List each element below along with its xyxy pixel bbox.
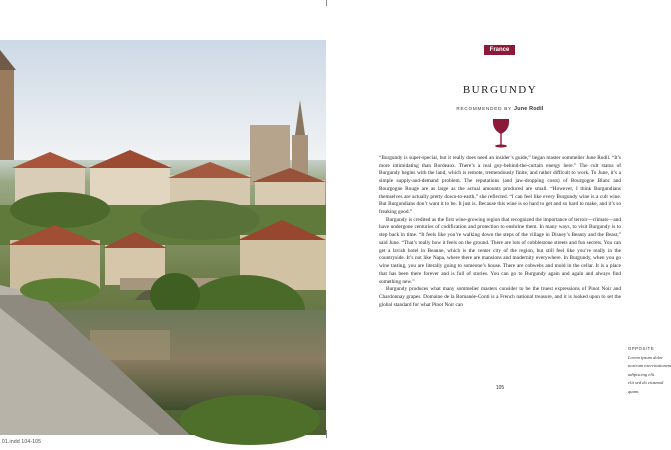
page-number: 105: [495, 385, 505, 391]
recommended-by-line: [340, 106, 660, 112]
caption-line: elit sed do eiusmod: [628, 380, 664, 386]
caption-line: nostrum exercitationem: [628, 363, 671, 369]
fold-mark-bottom: [326, 430, 327, 438]
village-photo: [0, 40, 326, 435]
village-illustration: [0, 40, 326, 435]
caption-heading: OPPOSITE: [628, 346, 655, 351]
paragraph-1: “Burgundy is super-special, but it really does need an insider’s guide,” began master sommelier June Rodil. “It’s more intimidating than Bordeaux. There’s a real guy-behind-the-curtain energy here.” The cult status of Burgundy begins with the land, which is remote, tremendously finite, and rather difficult to work. To June, it’s a simple supply-and-demand problem. The reputations (and jaw-dropping costs) of Bourgogne Blanc and Bourgogne Rouge are as large as the actual amounts produced are small. “However, I think Burgundians themselves are actually pretty down-to-earth,” she reflected. “I can feel like every Burgundy wine is a cult wine. But Burgundians don’t want it to be. It just is. Because this wine is so hard to get and so hard to make, and it’s so freaking good.”: [379, 155, 621, 216]
paragraph-3: Burgundy produces what many sommelier masters consider to be the truest expressions of Pinot Noir and Chardonnay grapes. Domaine de la Romanée-Conti is a French national treasure, and it is looked upon to set the global standard for what Pinot Noir can: [379, 286, 621, 308]
caption-line: adipiscing elit: [628, 371, 655, 377]
slug-line: 01.indd 104-105: [2, 439, 42, 445]
article-body: [379, 155, 621, 309]
recommender-name: June Rodil: [514, 106, 544, 112]
right-page: [340, 0, 671, 450]
caption-line: quam.: [628, 388, 640, 394]
caption-line: Lorem ipsum dolor: [628, 354, 664, 360]
region-title: [340, 84, 660, 96]
region-title-text: BURGUNDY: [462, 84, 538, 96]
country-tab: France: [484, 45, 515, 55]
photo-caption: [628, 345, 671, 397]
recommended-prefix: RECOMMENDED BY: [456, 106, 512, 111]
fold-mark-top: [326, 0, 327, 6]
wine-glass-icon: [490, 118, 512, 150]
paragraph-2: Burgundy is credited as the first wine-growing region that recognized the importance of terroir—climats—and have undergone centuries of codification and protection to enshrine them. In many ways, to visit Burgundy is to step back in time. “It feels like you’re walking down the steps of the village in Disney’s Beauty and the Beast,” said June. “That’s really how it feels on the ground. There are lots of cobblestone streets and fun secrets. You can get a lavish hotel in Beaune, which is the center city of the region, but still feel like you’re really in the countryside. It’s not like Napa, where there are mansions and modernity everywhere. In Burgundy, when you go wine tasting, you are literally going to someone’s house. There are cobwebs and mold in the cellar. It is a place that has been there forever and is full of stories. You can go to Burgundy again and again and always find something new.”: [379, 216, 621, 285]
